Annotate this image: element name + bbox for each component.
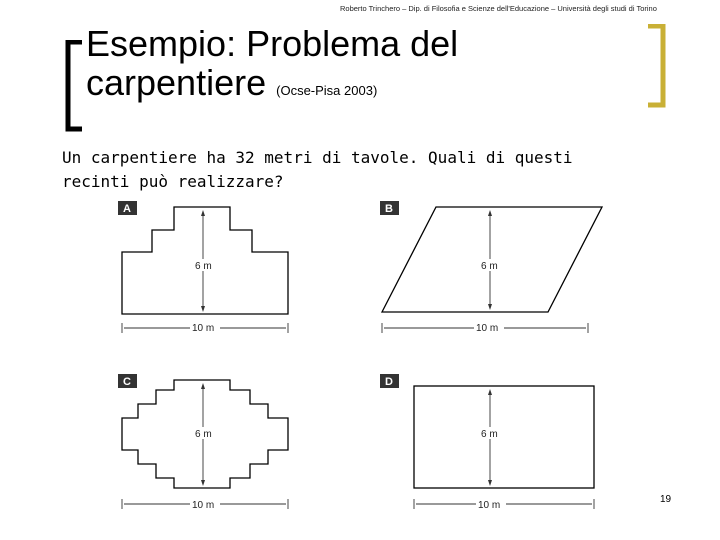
figure-b-width-label: 10 m	[476, 323, 499, 334]
header-note: Roberto Trinchero – Dip. di Filosofia e Scienze dell'Educazione – Università degli studi di Torino	[340, 4, 657, 13]
question-line-2: recinti può realizzare?	[62, 172, 284, 191]
page-number: 19	[660, 494, 672, 505]
left-bracket	[62, 40, 84, 132]
figure-c	[116, 372, 302, 516]
figure-d-height-label: 6 m	[481, 429, 498, 440]
figure-c-height-label: 6 m	[195, 429, 212, 440]
figure-c-id: C	[123, 376, 131, 388]
title-source: (Ocse-Pisa 2003)	[276, 83, 378, 98]
figure-d-id: D	[385, 376, 393, 388]
question-text	[62, 146, 573, 194]
figure-a-height-label: 6 m	[195, 261, 212, 272]
figure-c-width-label: 10 m	[192, 500, 215, 511]
title-line-2	[86, 63, 458, 110]
figure-d-width-label: 10 m	[478, 500, 501, 511]
figure-b-id: B	[385, 203, 393, 215]
title-word: carpentiere	[86, 62, 267, 103]
title-line-1: Esempio: Problema del	[86, 23, 459, 64]
figure-d	[376, 372, 606, 516]
slide-title	[86, 24, 458, 110]
figure-a-width-label: 10 m	[192, 323, 215, 334]
figure-a	[116, 198, 302, 342]
question-line-1: Un carpentiere ha 32 metri di tavole. Quali di questi	[62, 148, 573, 167]
figure-d-shape	[414, 386, 594, 488]
figure-b-height-label: 6 m	[481, 261, 498, 272]
figure-b	[376, 198, 606, 342]
right-bracket	[646, 24, 668, 108]
figure-a-id: A	[123, 203, 131, 215]
